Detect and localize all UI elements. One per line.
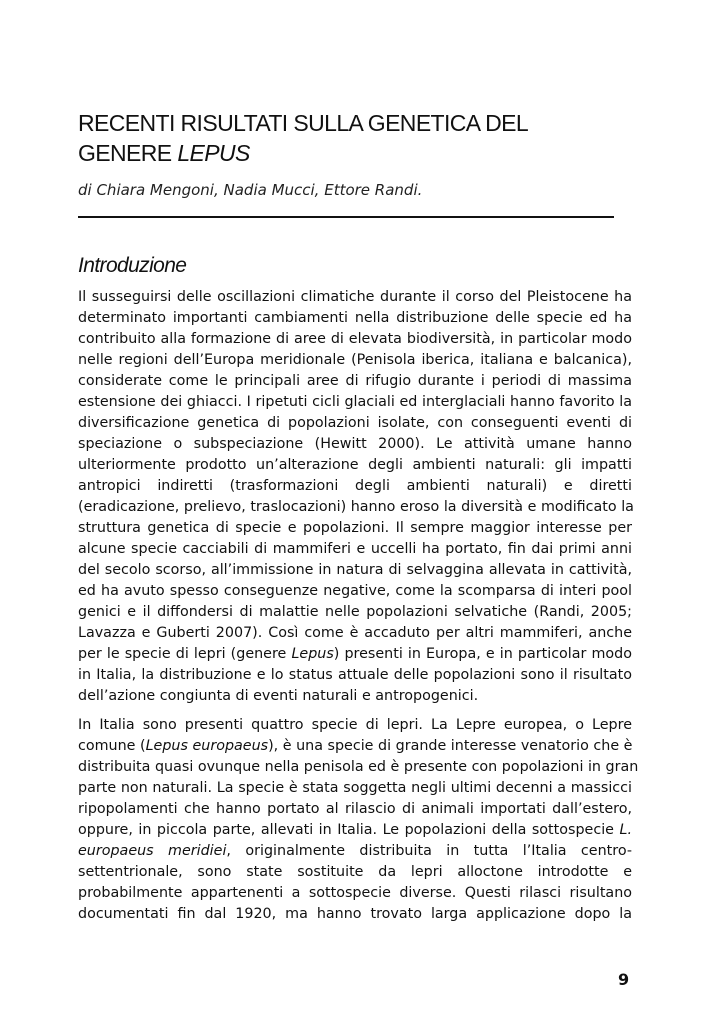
text-segment: per le specie di lepri (genere [78,646,292,662]
italic-term: L. [619,822,632,838]
text-line: ripopolamenti che hanno portato al rilascio di animali importati dall’estero, [78,801,632,817]
title-genus: LEPUS [177,140,250,166]
page-title [78,108,638,168]
text-line: ulteriormente prodotto un’alterazione degli ambienti naturali: gli impatti [78,457,632,473]
text-line [78,644,632,665]
text-line: Lavazza e Guberti 2007). Così come è accaduto per altri mammiferi, anche [78,625,632,641]
text-line [78,820,632,841]
page-number: 9 [618,970,630,989]
italic-term: europaeus meridiei [78,843,227,859]
title-line-2-prefix: GENERE [78,140,178,166]
text-segment: , originalmente distribuita in tutta l’Italia centro- [226,843,632,859]
text-line: nelle regioni dell’Europa meridionale (Penisola iberica, italiana e balcanica), [78,352,632,368]
text-line: antropici indiretti (trasformazioni degli ambienti naturali) e diretti [78,478,632,494]
text-line: in Italia, la distribuzione e lo status attuale delle popolazioni sono il risultato [78,667,632,683]
text-segment: oppure, in piccola parte, allevati in Italia. Le popolazioni della sottospecie [78,822,620,838]
italic-term: Lepus europaeus [145,738,269,754]
text-line: genici e il diffondersi di malattie nelle popolazioni selvatiche (Randi, 2005; [78,604,632,620]
section-heading: Introduzione [78,254,187,277]
text-line: ed ha avuto spesso conseguenze negative, come la scomparsa di interi pool [78,583,632,599]
text-segment: comune ( [78,738,146,754]
text-line: speciazione o subspeciazione (Hewitt 2000). Le attività umane hanno [78,436,632,452]
text-line: settentrionale, sono state sostituite da lepri alloctone introdotte e [78,864,632,880]
text-line: dell’azione congiunta di eventi naturali e antropogenici. [78,688,479,704]
authors-byline: di Chiara Mengoni, Nadia Mucci, Ettore Randi. [78,181,423,199]
paragraph-2 [78,715,639,925]
text-line: distribuita quasi ovunque nella penisola ed è presente con popolazioni in gran [78,759,639,775]
title-divider [78,216,614,218]
text-line: parte non naturali. La specie è stata soggetta negli ultimi decenni a massicci [78,780,632,796]
text-line: In Italia sono presenti quattro specie di lepri. La Lepre europea, o Lepre [78,717,632,733]
text-line: alcune specie cacciabili di mammiferi e uccelli ha portato, fin dai primi anni [78,541,632,557]
text-line [78,736,632,757]
text-line: del secolo scorso, all’immissione in natura di selvaggina allevata in cattività, [78,562,632,578]
text-segment: ), è una specie di grande interesse venatorio che è [268,738,633,754]
text-line: estensione dei ghiacci. I ripetuti cicli glaciali ed interglaciali hanno favorito la [78,394,632,410]
text-line: probabilmente appartenenti a sottospecie diverse. Questi rilasci risultano [78,885,632,901]
text-line: (eradicazione, prelievo, traslocazioni) hanno eroso la diversità e modificato la [78,499,634,515]
text-line: documentati fin dal 1920, ma hanno trovato larga applicazione dopo la [78,906,632,922]
italic-term: Lepus [291,646,334,662]
text-line: Il susseguirsi delle oscillazioni climatiche durante il corso del Pleistocene ha [78,289,632,305]
paragraph-1 [78,287,632,707]
title-line-1: RECENTI RISULTATI SULLA GENETICA DEL [78,110,529,136]
text-segment: ) presenti in Europa, e in particolar modo [333,646,632,662]
text-line: struttura genetica di specie e popolazioni. Il sempre maggior interesse per [78,520,632,536]
text-line: determinato importanti cambiamenti nella distribuzione delle specie ed ha [78,310,632,326]
text-line: considerate come le principali aree di rifugio durante i periodi di massima [78,373,632,389]
text-line [78,841,632,862]
text-line: diversificazione genetica di popolazioni isolate, con conseguenti eventi di [78,415,632,431]
text-line: contribuito alla formazione di aree di elevata biodiversità, in particolar modo [78,331,632,347]
